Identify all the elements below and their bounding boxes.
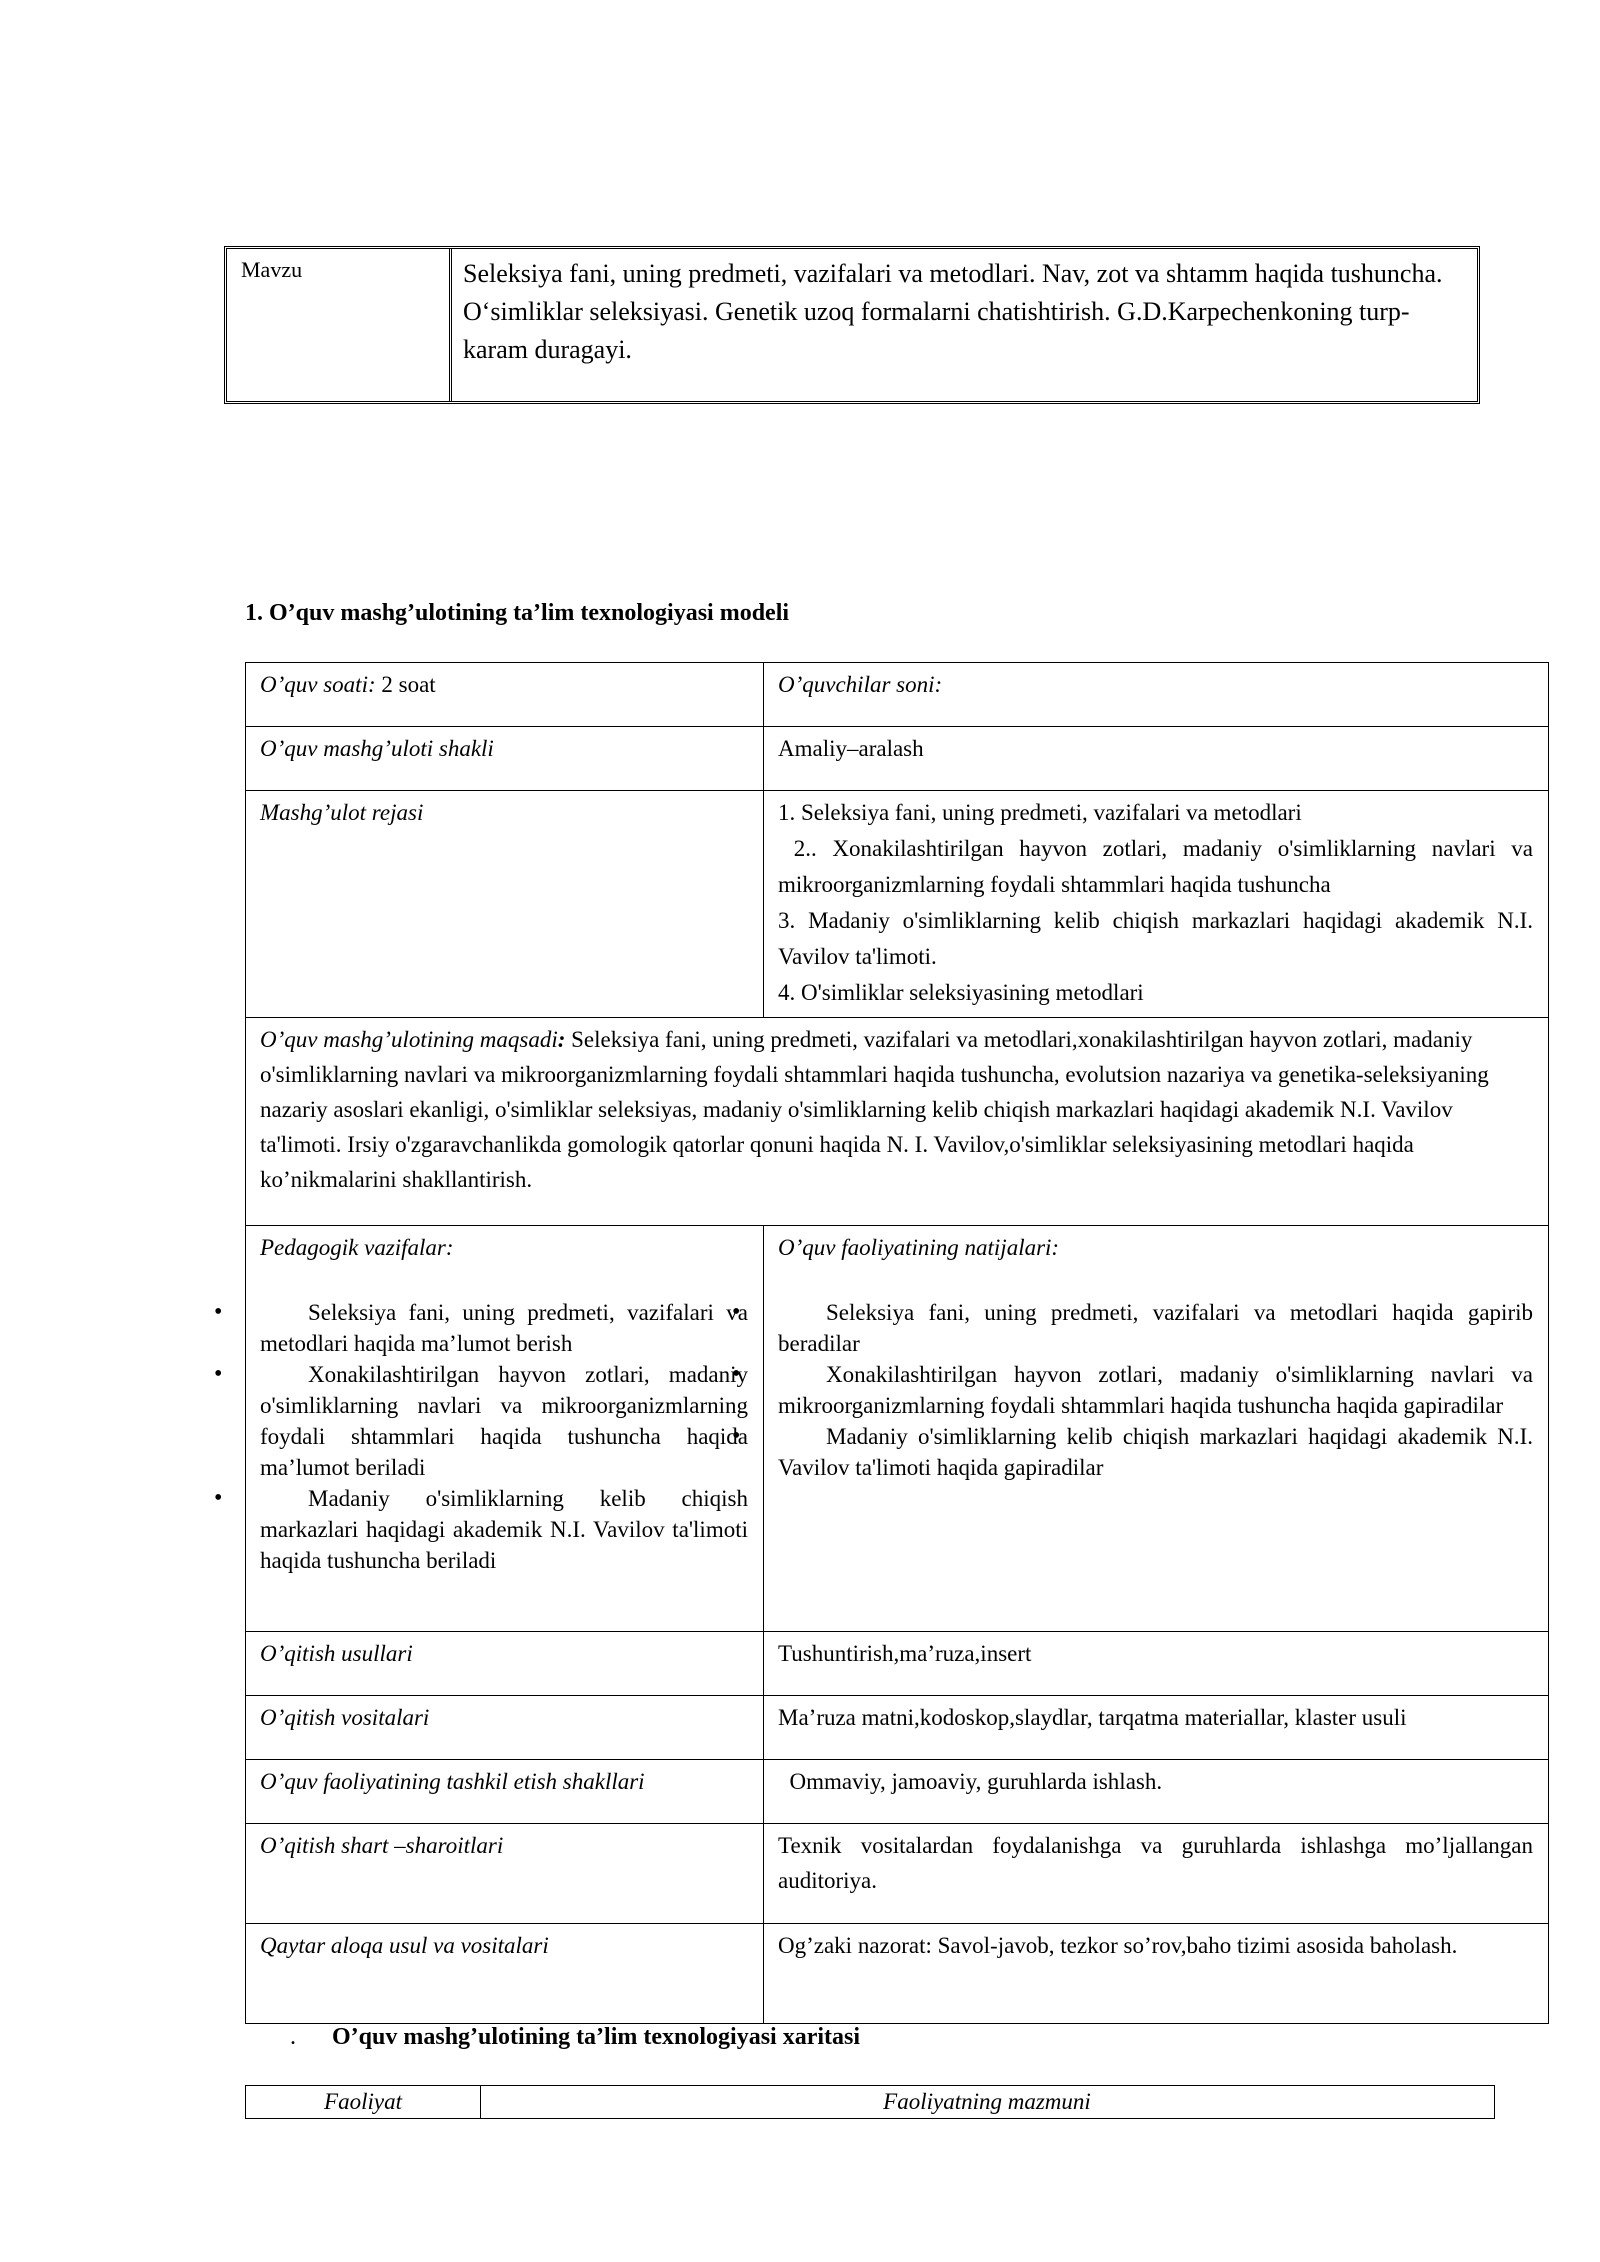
shakli-value: Amaliy–aralash <box>764 727 1549 791</box>
xarita-col-faoliyat: Faoliyat <box>246 2086 481 2118</box>
tashkil-label: O’quv faoliyatining tashkil etish shakllari <box>246 1760 764 1824</box>
soati-value: 2 soat <box>375 672 436 697</box>
qaytar-value: Og’zaki nazorat: Savol-javob, tezkor so’rov,baho tizimi asosida baholash. <box>764 1924 1549 2024</box>
list-item: • Seleksiya fani, uning predmeti, vazifalari va metodlari haqida gapirib beradilar <box>778 1297 1533 1359</box>
table-row <box>246 791 1549 1018</box>
table-row <box>246 663 1549 727</box>
vazifalar-list <box>260 1297 748 1576</box>
table-row <box>246 1924 1549 2024</box>
soati-cell <box>246 663 764 727</box>
usullari-label: O’qitish usullari <box>246 1632 764 1696</box>
natijalar-cell <box>764 1226 1549 1632</box>
table-row <box>246 1018 1549 1226</box>
shart-label: O’qitish shart –sharoitlari <box>246 1824 764 1924</box>
xarita-col-mazmuni: Faoliyatning mazmuni <box>883 2089 1091 2114</box>
mavzu-divider <box>449 249 452 401</box>
maqsad-cell <box>246 1018 1549 1226</box>
vositalari-label: O’qitish vositalari <box>246 1696 764 1760</box>
table-row <box>246 1824 1549 1924</box>
rejasi-item: 4. O'simliklar seleksiyasining metodlari <box>778 980 1144 1005</box>
section-2-title: O’quv mashg’ulotining ta’lim texnologiyasi xaritasi <box>332 2024 861 2050</box>
model-table <box>245 662 1549 2024</box>
soati-label: O’quv soati: <box>260 672 376 697</box>
mavzu-text: Seleksiya fani, uning predmeti, vazifalari va metodlari. Nav, zot va shtamm haqida tushuncha. O‘simliklar seleksiyasi. Genetik uzoq formalarni chatishtirish. G.D.Karpechenkoning turp-karam duragayi. <box>463 259 1443 364</box>
rejasi-item: 1. Seleksiya fani, uning predmeti, vazifalari va metodlari <box>778 800 1302 825</box>
tashkil-value: Ommaviy, jamoaviy, guruhlarda ishlash. <box>764 1760 1549 1824</box>
maqsad-label: O’quv mashg’ulotining maqsadi <box>260 1027 558 1052</box>
oquvchilar-label: O’quvchilar soni: <box>764 663 1549 727</box>
mavzu-table <box>224 246 1480 404</box>
maqsad-colon: : <box>557 1027 566 1052</box>
list-item: • Madaniy o'simliklarning kelib chiqish markazlari haqidagi akademik N.I. Vavilov ta'limoti haqida gapiradilar <box>778 1421 1533 1483</box>
rejasi-list <box>764 791 1549 1018</box>
table-row <box>246 1696 1549 1760</box>
table-row <box>246 727 1549 791</box>
list-item: • Madaniy o'simliklarning kelib chiqish markazlari haqidagi akademik N.I. Vavilov ta'limoti haqida tushuncha beriladi <box>260 1483 748 1576</box>
table-row <box>246 1760 1549 1824</box>
vositalari-value: Ma’ruza matni,kodoskop,slaydlar, tarqatma materiallar, klaster usuli <box>764 1696 1549 1760</box>
qaytar-label: Qaytar aloqa usul va vositalari <box>246 1924 764 2024</box>
rejasi-label: Mashg’ulot rejasi <box>246 791 764 1018</box>
usullari-value: Tushuntirish,ma’ruza,insert <box>764 1632 1549 1696</box>
list-item: • Xonakilashtirilgan hayvon zotlari, madaniy o'simliklarning navlari va mikroorganizmlarning foydali shtammlari haqida tushuncha haqida gapiradilar <box>778 1359 1533 1421</box>
shart-value: Texnik vositalardan foydalanishga va guruhlarda ishlashga mo’ljallangan auditoriya. <box>764 1824 1549 1924</box>
list-item: • Xonakilashtirilgan hayvon zotlari, madaniy o'simliklarning navlari va mikroorganizmlarning foydali shtammlari haqida tushuncha haqida ma’lumot beriladi <box>260 1359 748 1483</box>
mavzu-label: Mavzu <box>241 257 303 282</box>
natijalar-list <box>778 1297 1533 1483</box>
list-item: • Seleksiya fani, uning predmeti, vazifalari va metodlari haqida ma’lumot berish <box>260 1297 748 1359</box>
maqsad-text: Seleksiya fani, uning predmeti, vazifalari va metodlari,xonakilashtirilgan hayvon zotlari, madaniy o'simliklarning navlari va mikroorganizmlarning foydali shtammlari haqida tushuncha, evolutsion nazariya va genetika-seleksiyaning nazariy asoslari ekanligi, o'simliklar seleksiyas, madaniy o'simliklarning kelib chiqish markazlari haqidagi akademik N.I. Vavilov ta'limoti. Irsiy o'zgaravchanlikda gomologik qatorlar qonuni haqida N. I. Vavilov,o'simliklar seleksiyasining metodlari haqida ko’nikmalarini shakllantirish. <box>260 1027 1489 1192</box>
table-row <box>246 1226 1549 1632</box>
vazifalar-label: Pedagogik vazifalar: <box>260 1235 454 1260</box>
xarita-table <box>245 2085 1495 2119</box>
natijalar-label: O’quv faoliyatining natijalari: <box>778 1235 1060 1260</box>
rejasi-item: 2.. Xonakilashtirilgan hayvon zotlari, madaniy o'simliklarning navlari va mikroorganizmlarning foydali shtammlari haqida tushuncha <box>778 836 1539 897</box>
section-2-dot: . <box>290 2024 296 2050</box>
shakli-label: O’quv mashg’uloti shakli <box>246 727 764 791</box>
section-1-title: 1. O’quv mashg’ulotining ta’lim texnologiyasi modeli <box>245 600 790 626</box>
vazifalar-cell <box>246 1226 764 1632</box>
rejasi-item: 3. Madaniy o'simliklarning kelib chiqish markazlari haqidagi akademik N.I. Vavilov ta'limoti. <box>778 908 1533 969</box>
table-row <box>246 1632 1549 1696</box>
